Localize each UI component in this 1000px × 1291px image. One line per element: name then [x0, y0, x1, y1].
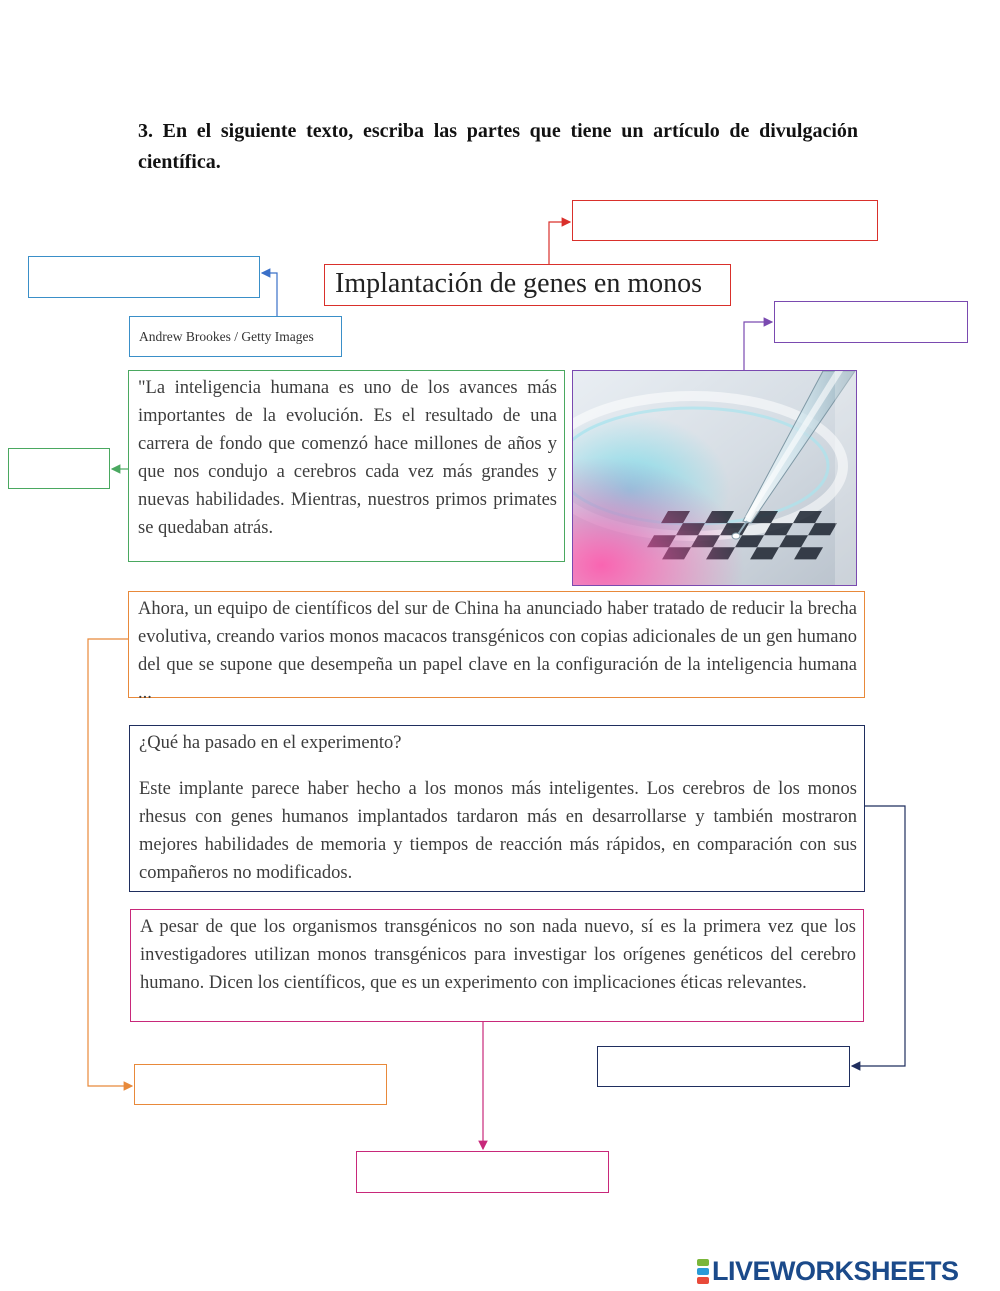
answer-input-development[interactable]	[135, 1065, 386, 1104]
introduction-paragraph	[128, 370, 565, 562]
arrow-image	[744, 322, 772, 370]
answer-input-conclusion[interactable]	[357, 1152, 608, 1192]
experiment-section	[129, 725, 865, 892]
answer-box-experiment[interactable]	[597, 1046, 850, 1087]
pipette-petri-dish-illustration	[573, 371, 857, 586]
logo-mark-icon	[697, 1259, 709, 1284]
experiment-text: Este implante parece haber hecho a los monos más inteligentes. Los cerebros de los monos rhesus con genes humanos implantados tardaron más en desarrollarse y también mostraron mejores habilidades de memoria y tiempos de reacción más rápidos, en comparación con sus compañeros no modificados.	[139, 779, 857, 883]
logo-mark-s	[697, 1277, 709, 1284]
instruction-text: 3. En el siguiente texto, escriba las partes que tiene un artículo de divulgación científica.	[138, 120, 858, 173]
section-subtitle: ¿Qué ha pasado en el experimento?	[139, 733, 402, 753]
arrow-title	[549, 222, 570, 264]
article-title: Implantación de genes en monos	[324, 264, 731, 306]
answer-box-conclusion[interactable]	[356, 1151, 609, 1193]
answer-box-credit[interactable]	[28, 256, 260, 298]
answer-input-introduction[interactable]	[9, 449, 109, 488]
lab-photo	[572, 370, 857, 586]
answer-box-development[interactable]	[134, 1064, 387, 1105]
logo-text: LIVEWORKSHEETS	[712, 1255, 959, 1286]
answer-box-image[interactable]	[774, 301, 968, 343]
answer-box-title[interactable]	[572, 200, 878, 241]
introduction-text: "La inteligencia humana es uno de los avances más importantes de la evolución. Es el resultado de una carrera de fondo que comenzó hace millones de años y que nos condujo a cerebros cada vez más grandes y nuevas habilidades. Mientras, nuestros primos primates se quedaban atrás.	[138, 378, 557, 538]
development-text: Ahora, un equipo de científicos del sur de China ha anunciado haber tratado de reducir la brecha evolutiva, creando varios monos macacos transgénicos con copias adicionales de un gen humano del que se supone que desempeña un papel clave en la configuración de la inteligencia humana ...	[138, 599, 857, 703]
conclusion-paragraph	[130, 909, 864, 1022]
answer-input-image[interactable]	[775, 302, 967, 342]
answer-input-title[interactable]	[573, 201, 877, 240]
liveworksheets-logo	[697, 1255, 997, 1287]
logo-mark-l	[697, 1259, 709, 1266]
answer-input-credit[interactable]	[29, 257, 259, 297]
image-credit: Andrew Brookes / Getty Images	[129, 316, 342, 357]
development-paragraph	[128, 591, 865, 703]
conclusion-text: A pesar de que los organismos transgénicos no son nada nuevo, sí es la primera vez que los investigadores utilizan monos transgénicos para investigar los orígenes genéticos del cerebro humano. Dicen los científicos, que es un experimento con implicaciones éticas relevantes.	[140, 917, 856, 993]
answer-input-experiment[interactable]	[598, 1047, 849, 1086]
answer-box-introduction[interactable]	[8, 448, 110, 489]
logo-mark-w	[697, 1268, 709, 1275]
arrow-credit	[262, 273, 277, 316]
arrow-development	[88, 639, 132, 1086]
